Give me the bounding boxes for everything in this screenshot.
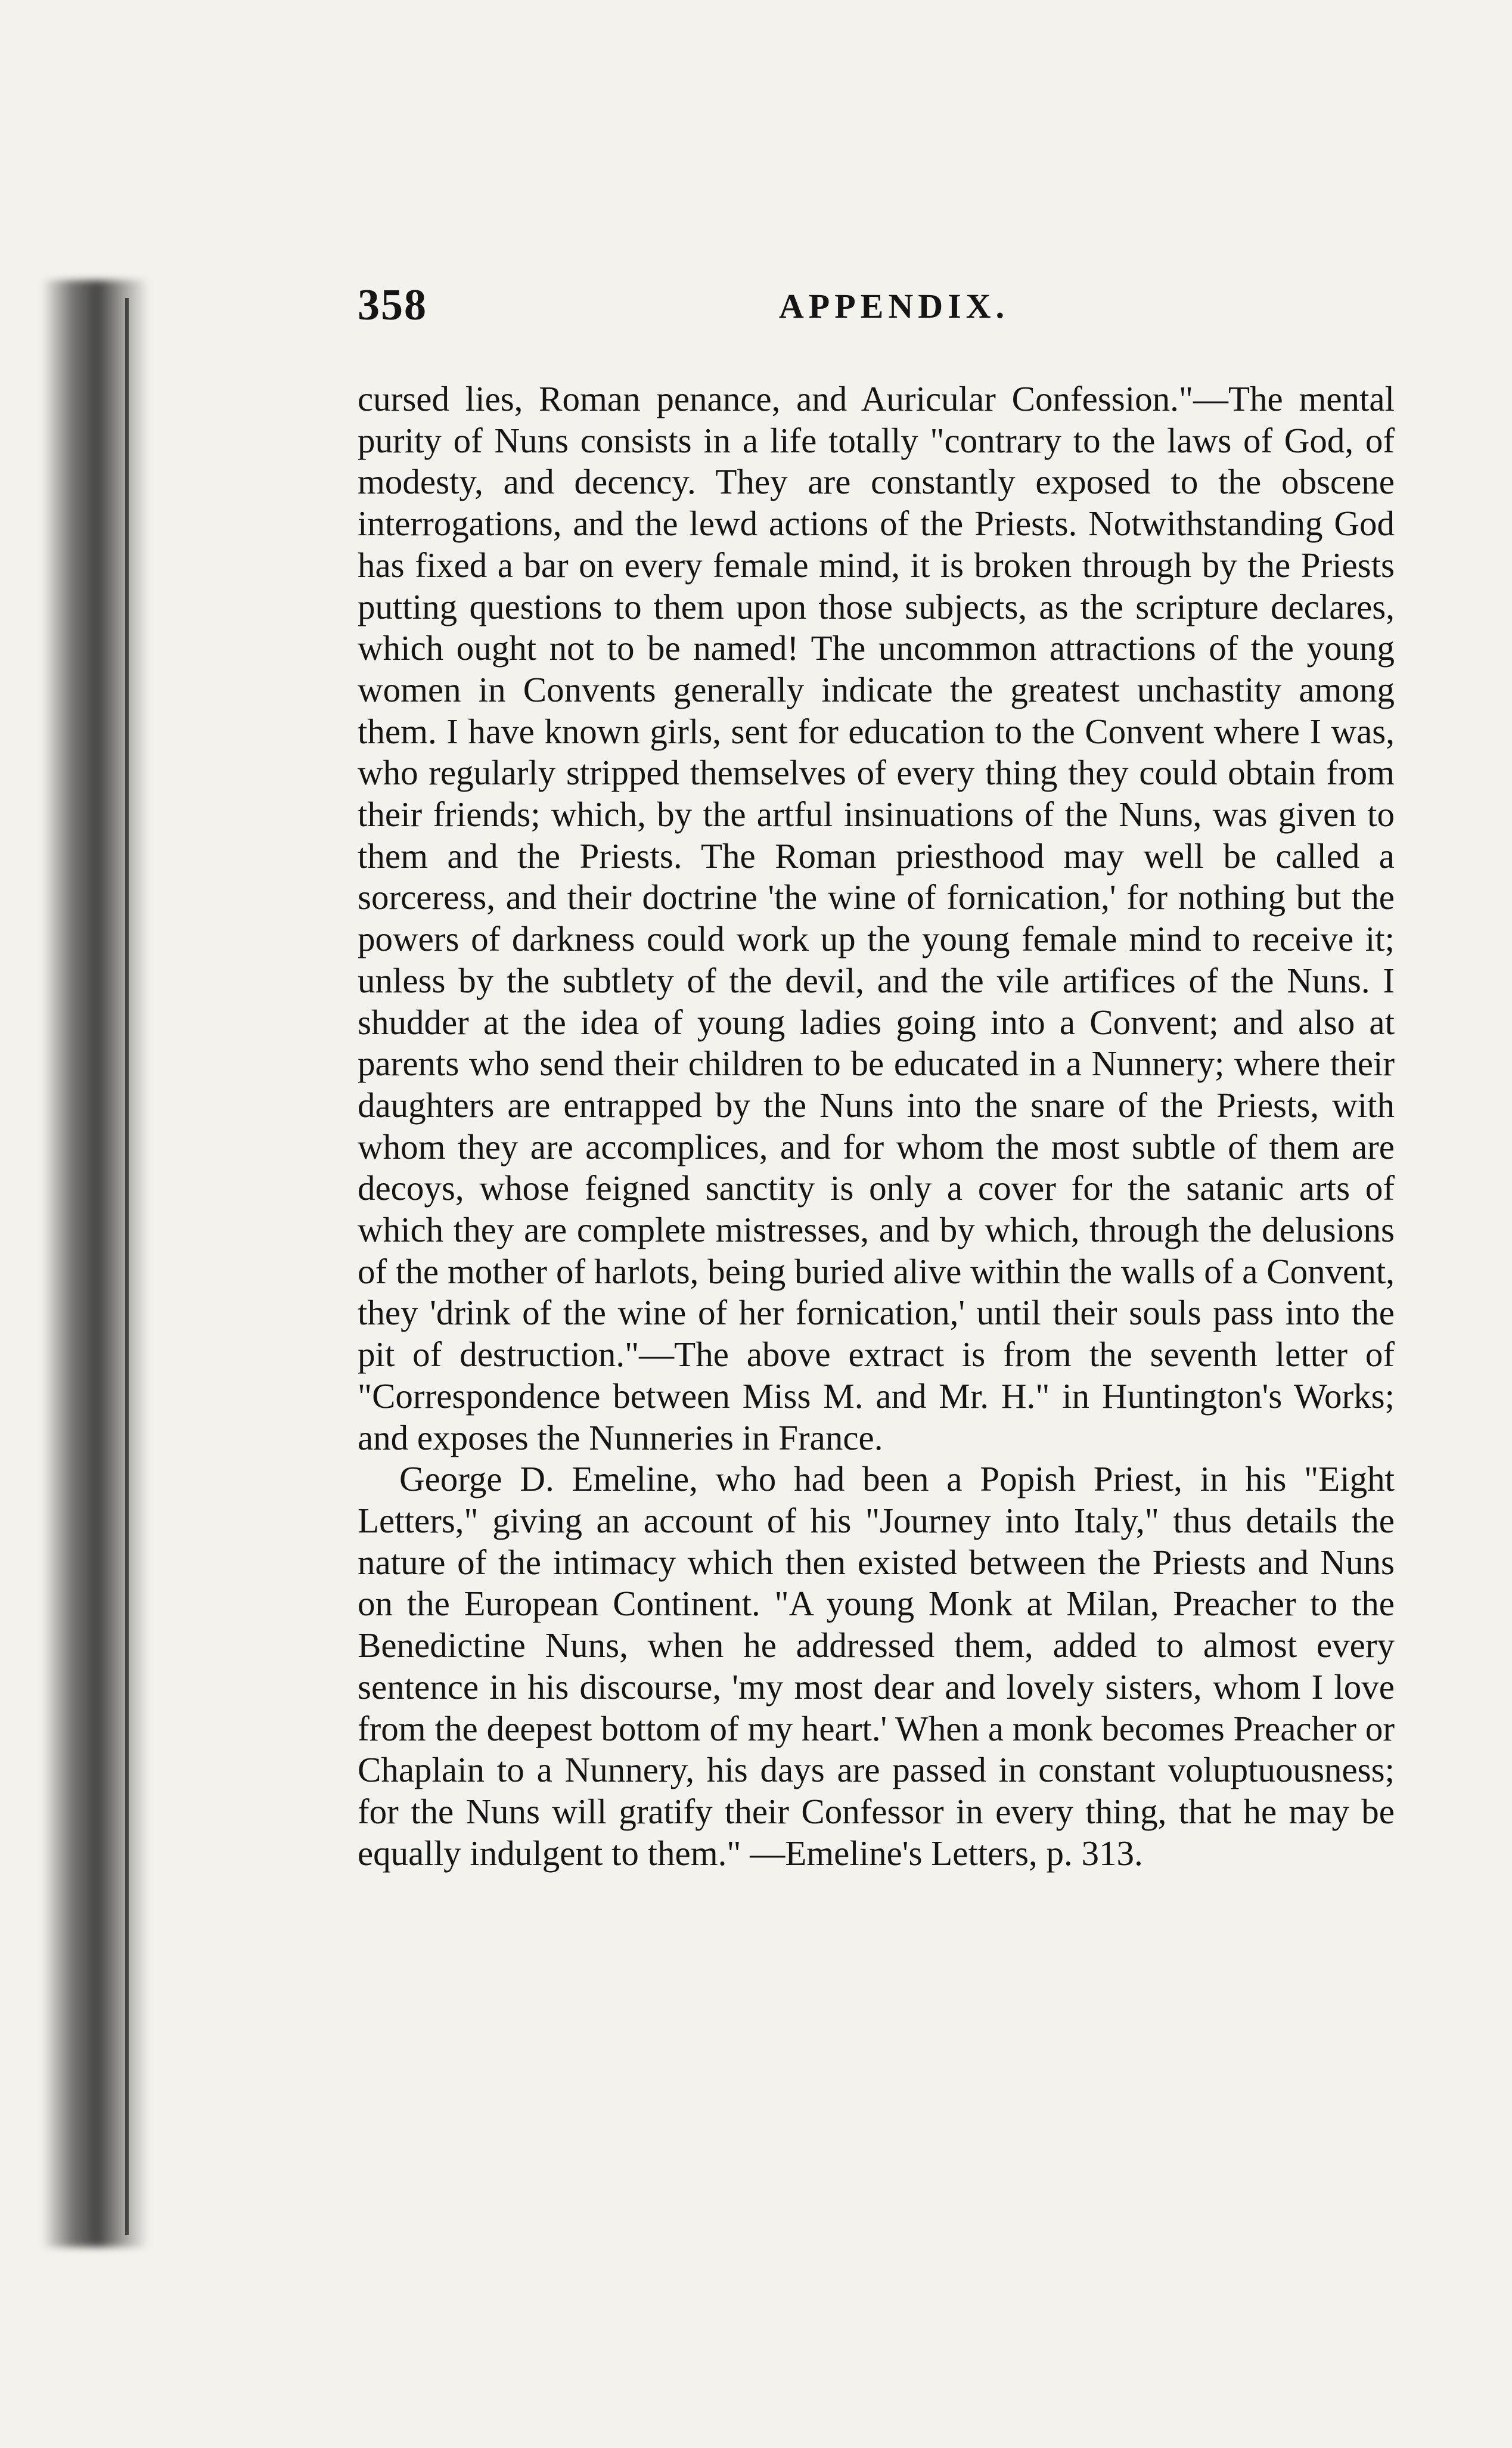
book-gutter-shadow [42,280,149,2247]
book-page [358,280,1395,1874]
paragraph-1: cursed lies, Roman penance, and Auricular Confession."—The mental purity of Nuns consists in a life totally "contrary to the laws of God, of modesty, and decency. They are constantly exposed to the obscene interrogations, and the lewd actions of the Priests. Notwithstanding God has fixed a bar on every female mind, it is broken through by the Priests putting questions to them upon those subjects, as the scripture declares, which ought not to be named! The uncommon attractions of the young women in Convents generally indicate the greatest unchastity among them. I have known girls, sent for education to the Convent where I was, who regularly stripped themselves of every thing they could obtain from their friends; which, by the artful insinuations of the Nuns, was given to them and the Priests. The Roman priesthood may well be called a sorceress, and their doctrine 'the wine of fornication,' for nothing but the powers of darkness could work up the young female mind to receive it; unless by the subtlety of the devil, and the vile artifices of the Nuns. I shudder at the idea of young ladies going into a Convent; and also at parents who send their children to be educated in a Nunnery; where their daughters are entrapped by the Nuns into the snare of the Priests, with whom they are accomplices, and for whom the most subtle of them are decoys, whose feigned sanctity is only a cover for the satanic arts of which they are complete mistresses, and by which, through the delusions of the mother of harlots, being buried alive within the walls of a Convent, they 'drink of the wine of her fornication,' until their souls pass into the pit of destruction."—The above extract is from the seventh letter of "Correspondence between Miss M. and Mr. H." in Huntington's Works; and exposes the Nunneries in France. [358,379,1395,1457]
page-header [358,280,1395,352]
page-number: 358 [358,281,427,330]
binding-edge [125,298,129,2235]
paragraph-2: George D. Emeline, who had been a Popish Priest, in his "Eight Letters," giving an account of his "Journey into Italy," thus details the nature of the intimacy which then existed between the Priests and Nuns on the European Continent. "A young Monk at Milan, Preacher to the Benedictine Nuns, when he addressed them, added to almost every sentence in his discourse, 'my most dear and lovely sisters, whom I love from the deepest bottom of my heart.' When a monk becomes Preacher or Chaplain to a Nunnery, his days are passed in constant voluptuousness; for the Nuns will gratify their Confessor in every thing, that he may be equally indulgent to them." —Emeline's Letters, p. 313. [358,1459,1395,1873]
body-text [358,378,1395,1874]
running-head: APPENDIX. [778,287,1010,325]
